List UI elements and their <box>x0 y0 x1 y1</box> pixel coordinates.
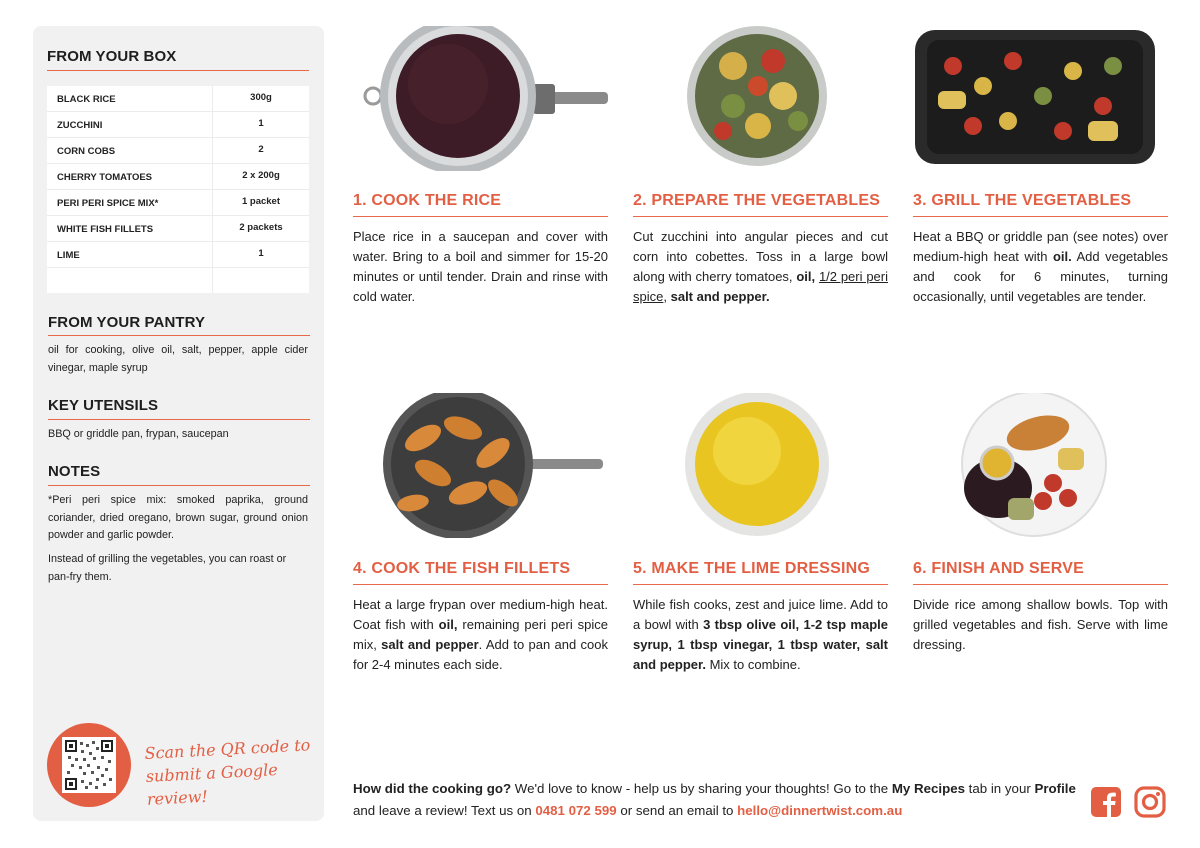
email-link[interactable]: hello@dinnertwist.com.au <box>737 803 903 818</box>
ingredient-qty: 2 x 200g <box>242 170 280 181</box>
lime-dressing-image <box>633 393 888 538</box>
step-title: 3. GRILL THE VEGETABLES <box>913 192 1132 209</box>
step-bold-text: salt and pepper. <box>670 289 770 304</box>
table-row <box>47 164 309 190</box>
step-instructions <box>633 227 888 307</box>
utensils-title: KEY UTENSILS <box>48 397 159 414</box>
divider <box>913 216 1168 217</box>
divider <box>47 70 309 71</box>
ingredient-qty: 1 <box>258 248 264 259</box>
step-text: Add vegetables and cook for 6 minutes, turning occasionally, until vegetables are tender. <box>913 249 1168 304</box>
rice-saucepan-image <box>353 26 608 171</box>
notes-title: NOTES <box>48 463 101 480</box>
utensils-text: BBQ or griddle pan, frypan, saucepan <box>48 428 229 440</box>
ingredient-qty: 2 packets <box>239 222 283 233</box>
qr-badge[interactable] <box>47 723 131 807</box>
ingredient-name: ZUCCHINI <box>57 120 103 131</box>
qr-code-icon[interactable] <box>62 737 116 793</box>
footer-text: and leave a review! Text us on <box>353 803 536 818</box>
ingredient-name: BLACK RICE <box>57 94 116 105</box>
divider <box>633 584 888 585</box>
pantry-title: FROM YOUR PANTRY <box>48 314 206 331</box>
table-row <box>47 86 309 112</box>
divider <box>633 216 888 217</box>
step-title: 5. MAKE THE LIME DRESSING <box>633 560 871 577</box>
ingredient-qty: 300g <box>250 92 272 103</box>
notes-text-2: Instead of grilling the vegetables, you can roast or pan-fry them. <box>48 553 287 583</box>
instagram-icon[interactable] <box>1134 786 1166 818</box>
step-bold-text: salt and pepper <box>381 637 479 652</box>
step-instructions <box>353 595 608 675</box>
notes-text-1: *Peri peri spice mix: smoked paprika, ground coriander, dried oregano, brown sugar, ground onion powder and garlic powder. <box>48 494 308 541</box>
step-text: , <box>663 289 667 304</box>
step-title: 6. FINISH AND SERVE <box>913 560 1084 577</box>
divider <box>353 584 608 585</box>
facebook-icon[interactable] <box>1090 786 1122 818</box>
footer-question: How did the cooking go? <box>353 781 512 796</box>
table-row <box>47 190 309 216</box>
divider <box>48 419 310 420</box>
table-row <box>47 242 309 268</box>
footer-text: or send an email to <box>616 803 738 818</box>
divider <box>913 584 1168 585</box>
step-instructions <box>913 595 1168 655</box>
ingredient-qty: 1 packet <box>241 196 281 207</box>
step-bold-text: oil, <box>438 617 458 632</box>
phone-link[interactable]: 0481 072 599 <box>535 803 617 818</box>
step-bold-text: oil, <box>796 269 816 284</box>
ingredient-name: CHERRY TOMATOES <box>57 172 153 183</box>
step-instructions <box>633 595 888 675</box>
qr-caption: Scan the QR code to submit a Google review! <box>144 735 311 809</box>
step-title: 4. COOK THE FISH FILLETS <box>353 560 571 577</box>
step-text: . Add to pan and cook for 2-4 minutes each side. <box>353 637 608 672</box>
my-recipes-link[interactable]: My Recipes <box>891 781 965 796</box>
step-text: Mix to combine. <box>705 657 801 672</box>
divider <box>353 216 608 217</box>
step-instructions <box>353 227 608 307</box>
table-row <box>47 112 309 138</box>
divider <box>48 335 310 336</box>
step-bold-text: 3 tbsp olive oil, 1-2 tsp maple syrup, 1 tbsp vinegar, 1 tbsp water, salt and pepper. <box>633 617 888 672</box>
ingredient-name: CORN COBS <box>57 146 116 157</box>
ingredient-qty: 1 <box>258 118 264 129</box>
footer-text: tab in your <box>964 781 1035 796</box>
review-footer <box>353 778 1083 822</box>
step-title: 1. COOK THE RICE <box>353 192 502 209</box>
step-instructions <box>913 227 1168 307</box>
step-text: Cut zucchini into angular pieces and cut corn into cobettes. Toss in a large bowl along with cherry tomatoes, <box>633 229 888 284</box>
step-title: 2. PREPARE THE VEGETABLES <box>633 192 881 209</box>
step-underline-text: 1/2 peri peri spice <box>633 269 888 304</box>
footer-text: We'd love to know - help us by sharing your thoughts! Go to the <box>511 781 892 796</box>
step-text: remaining peri peri spice mix, <box>353 617 609 652</box>
step-text: Place rice in a saucepan and cover with water. Bring to a boil and simmer for 15-20 minutes or until tender. Drain and rinse with cold water. <box>353 229 608 304</box>
box-ingredients-table <box>47 86 309 293</box>
griddle-pan-image <box>913 26 1168 171</box>
frypan-fish-image <box>353 393 608 538</box>
step-text: While fish cooks, zest and juice lime. Add to a bowl with <box>633 597 888 632</box>
pantry-text: oil for cooking, olive oil, salt, pepper, apple cider vinegar, maple syrup <box>48 344 308 374</box>
ingredient-name: WHITE FISH FILLETS <box>57 224 154 235</box>
table-row <box>47 138 309 164</box>
step-text: Heat a BBQ or griddle pan (see notes) over medium-high heat with <box>913 229 1168 264</box>
vegetable-bowl-image <box>633 26 888 171</box>
ingredient-name: LIME <box>57 250 80 261</box>
plated-dish-image <box>913 393 1168 538</box>
step-bold-text: oil. <box>1052 249 1072 264</box>
table-row <box>47 216 309 242</box>
ingredients-sidebar <box>33 26 324 821</box>
profile-link[interactable]: Profile <box>1034 781 1076 796</box>
ingredient-name: PERI PERI SPICE MIX* <box>57 198 159 209</box>
divider <box>48 485 310 486</box>
step-text: Divide rice among shallow bowls. Top with grilled vegetables and fish. Serve with lime dressing. <box>913 597 1168 652</box>
from-box-title: FROM YOUR BOX <box>47 48 177 65</box>
ingredient-qty: 2 <box>258 144 264 155</box>
step-text: Heat a large frypan over medium-high heat. Coat fish with <box>353 597 608 632</box>
